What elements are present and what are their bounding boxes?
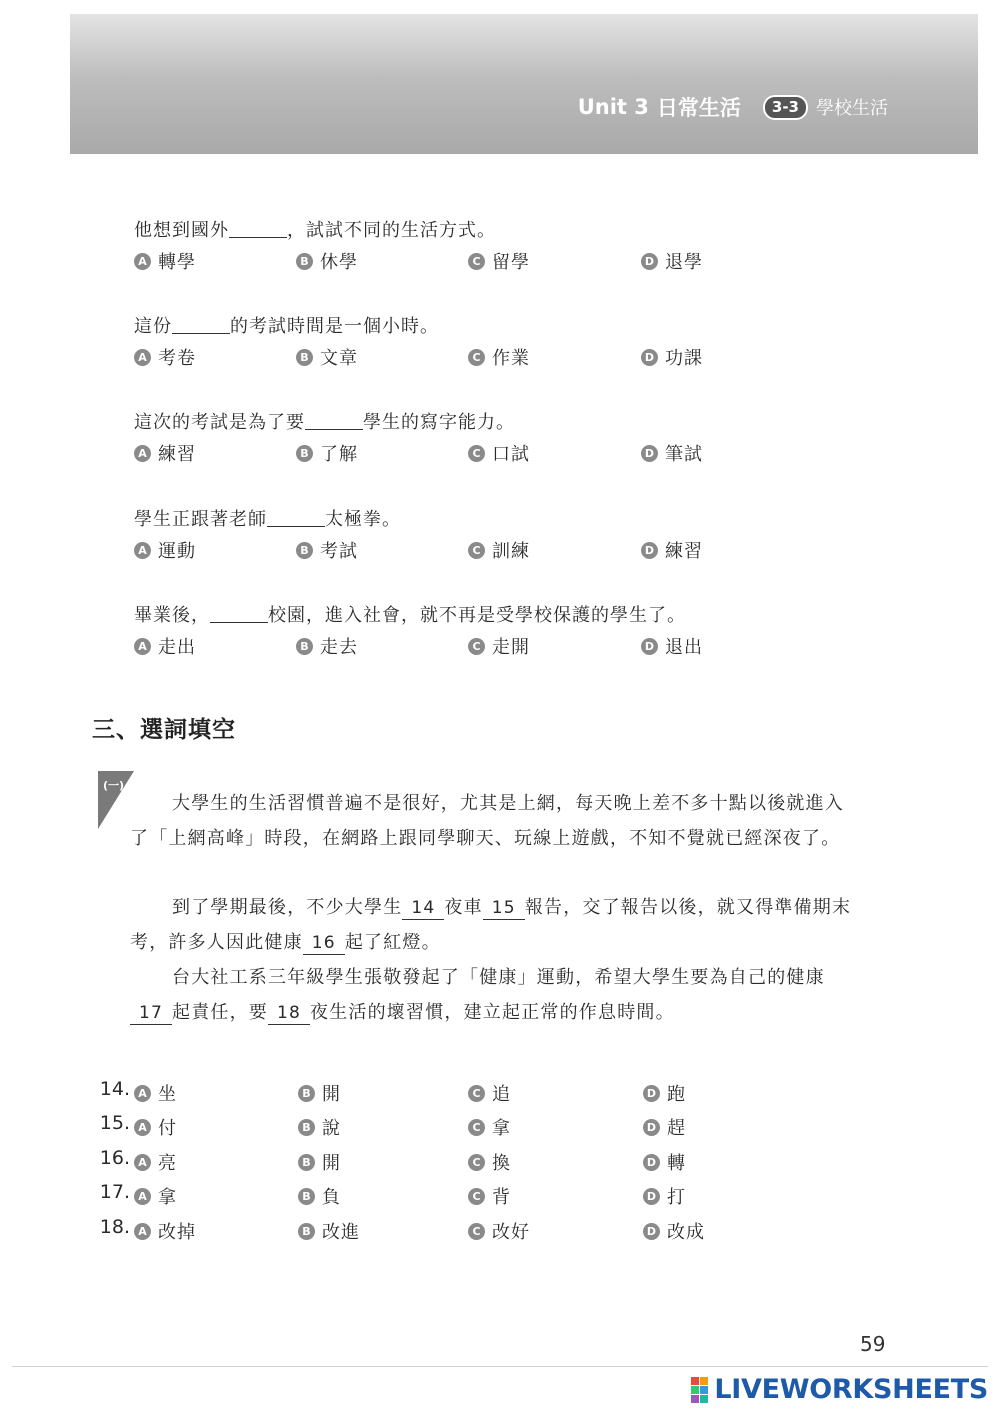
option-letter-icon: D [643, 1119, 660, 1136]
option-letter-icon: A [134, 1154, 151, 1171]
option-letter-icon: C [468, 1085, 485, 1102]
option-letter-icon: A [134, 1188, 151, 1205]
passage-paragraph-1: 大學生的生活習慣普遍不是很好，尤其是上網，每天晚上差不多十點以後就進入了「上網高峰」時段，在網路上跟同學聊天、玩線上遊戲，不知不覺就已經深夜了。 [130, 793, 844, 849]
option-c[interactable]: C 改好 [468, 1218, 530, 1244]
unit-header [578, 92, 888, 122]
option-letter-icon: B [296, 445, 313, 462]
option-letter-icon: B [298, 1188, 315, 1205]
question-text: 學生正跟著老師 太極拳。 [134, 509, 401, 530]
option-letter-icon: B [296, 542, 313, 559]
option-letter-icon: D [643, 1188, 660, 1205]
option-d[interactable]: D 練習 [641, 537, 703, 563]
footer-divider [12, 1366, 988, 1367]
option-b[interactable]: B 改進 [298, 1218, 360, 1244]
question-number: 14. [99, 1078, 130, 1100]
option-a[interactable]: A 轉學 [134, 248, 196, 274]
brand-name: LIVEWORKSHEETS [714, 1374, 988, 1405]
option-c[interactable]: C 追 [468, 1080, 511, 1106]
lesson-title: 學校生活 [816, 98, 888, 119]
options-row [0, 537, 1000, 563]
option-a[interactable]: A 坐 [134, 1080, 177, 1106]
option-letter-icon: D [641, 638, 658, 655]
liveworksheets-logo-icon [691, 1377, 708, 1403]
option-b[interactable]: B 休學 [296, 248, 358, 274]
passage-paragraph-3: 台大社工系三年級學生張敬發起了「健康」運動，希望大學生要為自己的健康17 起責任，要 18 夜生活的壞習慣，建立起正常的作息時間。 [130, 960, 860, 1030]
section-title: 三、選詞填空 [92, 717, 236, 743]
option-c[interactable]: C 作業 [468, 344, 530, 370]
option-b[interactable]: B 開 [298, 1080, 341, 1106]
unit-label: Unit 3 [577, 95, 649, 119]
unit-title: 日常生活 [656, 96, 741, 120]
answer-blank[interactable] [210, 604, 268, 623]
option-letter-icon: C [468, 542, 485, 559]
option-letter-icon: D [641, 349, 658, 366]
option-b[interactable]: B 考試 [296, 537, 358, 563]
option-b[interactable]: B 說 [298, 1114, 341, 1140]
option-letter-icon: D [641, 253, 658, 270]
option-letter-icon: B [298, 1119, 315, 1136]
logo-square [691, 1386, 699, 1394]
logo-square [691, 1377, 699, 1385]
option-c[interactable]: C 走開 [468, 633, 530, 659]
option-letter-icon: A [134, 1085, 151, 1102]
answer-blank[interactable] [229, 219, 287, 238]
option-b[interactable]: B 了解 [296, 440, 358, 466]
options-row [0, 440, 1000, 466]
option-d[interactable]: D 退出 [641, 633, 703, 659]
option-d[interactable]: D 筆試 [641, 440, 703, 466]
blank-17[interactable]: 17 [130, 1002, 172, 1025]
liveworksheets-brand[interactable] [691, 1374, 988, 1405]
lesson-badge: 3-3 [763, 95, 808, 120]
option-c[interactable]: C 拿 [468, 1114, 511, 1140]
option-letter-icon: B [298, 1223, 315, 1240]
option-letter-icon: C [468, 253, 485, 270]
option-letter-icon: B [296, 638, 313, 655]
option-letter-icon: D [643, 1154, 660, 1171]
option-d[interactable]: D 退學 [641, 248, 703, 274]
blank-18[interactable]: 18 [268, 1002, 310, 1025]
option-letter-icon: C [468, 1223, 485, 1240]
option-letter-icon: A [134, 542, 151, 559]
option-c[interactable]: C 訓練 [468, 537, 530, 563]
question-text: 這次的考試是為了要 學生的寫字能力。 [134, 412, 515, 433]
blank-14[interactable]: 14 [402, 897, 444, 920]
option-c[interactable]: C 換 [468, 1149, 511, 1175]
question-number: 15. [99, 1112, 130, 1134]
page-number: 59 [860, 1332, 886, 1356]
option-letter-icon: C [468, 1154, 485, 1171]
option-letter-icon: B [298, 1085, 315, 1102]
option-d[interactable]: D 打 [643, 1183, 686, 1209]
option-a[interactable]: A 付 [134, 1114, 177, 1140]
question-number: 18. [99, 1216, 130, 1238]
option-d[interactable]: D 趕 [643, 1114, 686, 1140]
option-row-17 [0, 1181, 1000, 1211]
passage-paragraph-2: 到了學期最後，不少大學生 14 夜車 15 報告，交了報告以後，就又得準備期末考，許多人因此健康 16 起了紅燈。 [130, 897, 852, 953]
logo-square [691, 1395, 699, 1403]
options-row [0, 633, 1000, 659]
option-letter-icon: A [134, 638, 151, 655]
option-d[interactable]: D 跑 [643, 1080, 686, 1106]
option-letter-icon: B [296, 349, 313, 366]
option-b[interactable]: B 負 [298, 1183, 341, 1209]
option-a[interactable]: A 練習 [134, 440, 196, 466]
option-c[interactable]: C 留學 [468, 248, 530, 274]
blank-16[interactable]: 16 [303, 932, 345, 955]
blank-15[interactable]: 15 [483, 897, 525, 920]
option-row-15 [0, 1112, 1000, 1142]
option-letter-icon: D [643, 1085, 660, 1102]
option-a[interactable]: A 運動 [134, 537, 196, 563]
option-letter-icon: D [641, 542, 658, 559]
option-row-14 [0, 1078, 1000, 1108]
option-a[interactable]: A 亮 [134, 1149, 177, 1175]
question-text: 他想到國外 ，試試不同的生活方式。 [134, 220, 496, 241]
question-text: 畢業後， 校園，進入社會，就不再是受學校保護的學生了。 [134, 605, 686, 626]
option-row-18 [0, 1216, 1000, 1246]
option-letter-icon: A [134, 1223, 151, 1240]
option-letter-icon: B [296, 253, 313, 270]
option-letter-icon: C [468, 349, 485, 366]
option-letter-icon: D [641, 445, 658, 462]
option-a[interactable]: A 改掉 [134, 1218, 196, 1244]
option-letter-icon: A [134, 253, 151, 270]
option-letter-icon: C [468, 1119, 485, 1136]
option-row-16 [0, 1147, 1000, 1177]
logo-square [700, 1377, 708, 1385]
option-letter-icon: A [134, 445, 151, 462]
option-letter-icon: C [468, 445, 485, 462]
option-a[interactable]: A 拿 [134, 1183, 177, 1209]
answer-blank[interactable] [305, 411, 363, 430]
answer-blank[interactable] [172, 315, 230, 334]
options-row [0, 248, 1000, 274]
option-d[interactable]: D 改成 [643, 1218, 705, 1244]
question-number: 16. [99, 1147, 130, 1169]
option-b[interactable]: B 開 [298, 1149, 341, 1175]
options-row [0, 344, 1000, 370]
logo-square [700, 1395, 708, 1403]
option-letter-icon: A [134, 349, 151, 366]
part-label: (一) [103, 779, 125, 792]
option-d[interactable]: D 功課 [641, 344, 703, 370]
option-a[interactable]: A 考卷 [134, 344, 196, 370]
option-b[interactable]: B 走去 [296, 633, 358, 659]
header-band [70, 14, 978, 154]
option-letter-icon: A [134, 1119, 151, 1136]
logo-square [700, 1386, 708, 1394]
option-letter-icon: C [468, 638, 485, 655]
option-letter-icon: D [643, 1223, 660, 1240]
option-c[interactable]: C 口試 [468, 440, 530, 466]
option-b[interactable]: B 文章 [296, 344, 358, 370]
option-d[interactable]: D 轉 [643, 1149, 686, 1175]
option-letter-icon: B [298, 1154, 315, 1171]
question-text: 這份 的考試時間是一個小時。 [134, 316, 439, 337]
option-letter-icon: C [468, 1188, 485, 1205]
option-a[interactable]: A 走出 [134, 633, 196, 659]
answer-blank[interactable] [267, 508, 325, 527]
option-c[interactable]: C 背 [468, 1183, 511, 1209]
question-number: 17. [99, 1181, 130, 1203]
